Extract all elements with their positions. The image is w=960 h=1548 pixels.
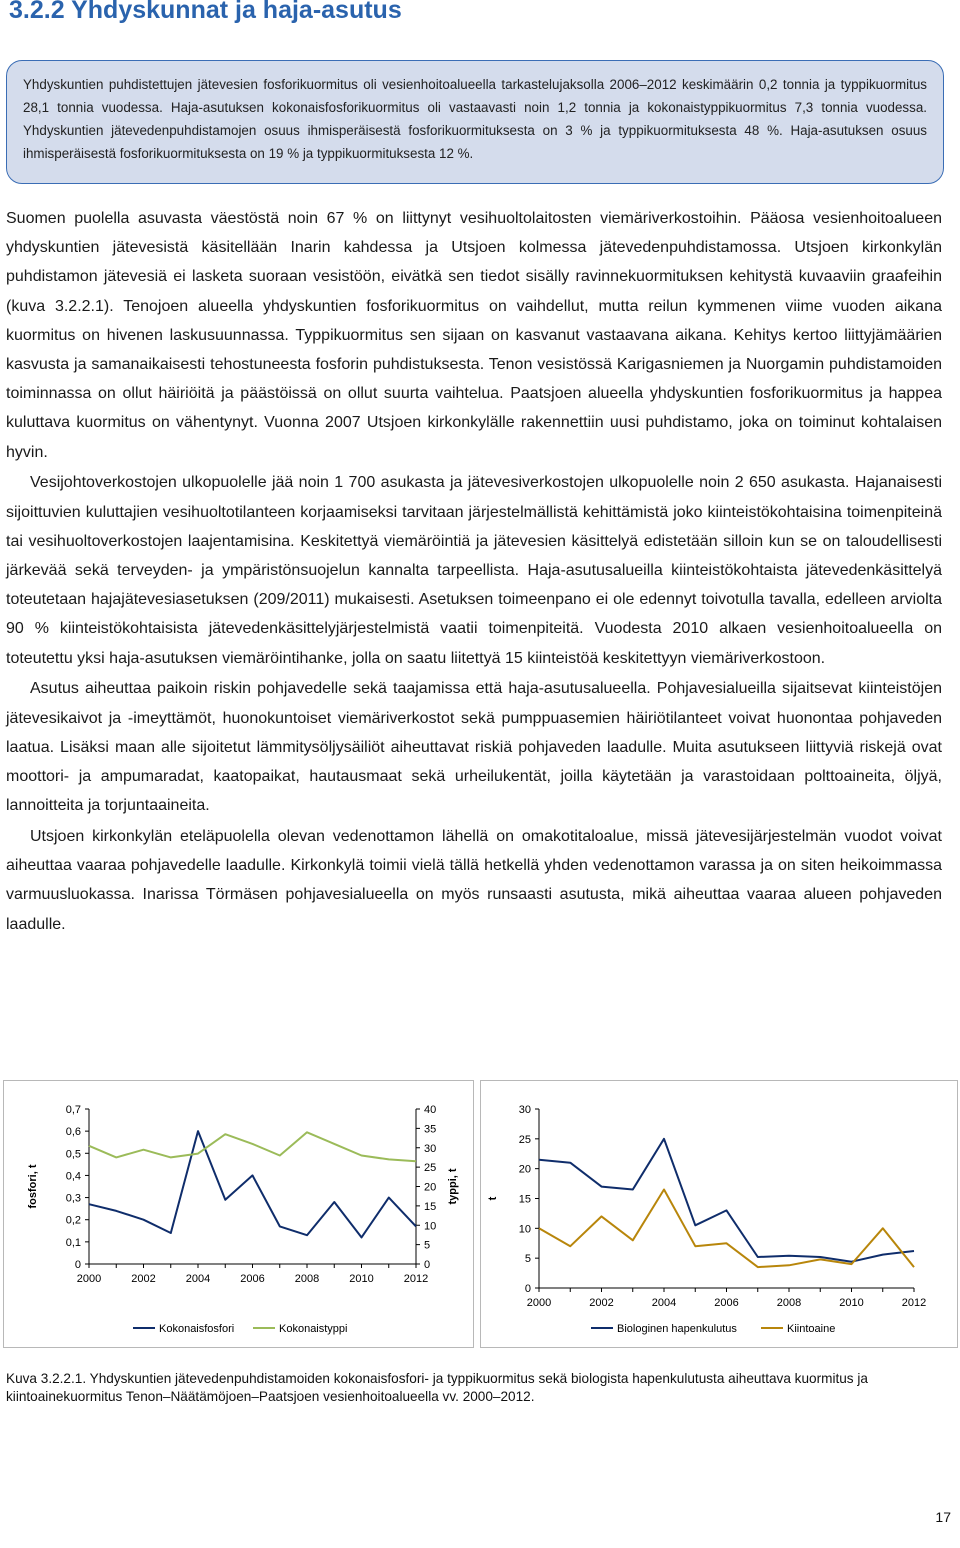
summary-box bbox=[6, 60, 944, 184]
x-tick-label: 2006 bbox=[714, 1297, 739, 1309]
x-tick-label: 2000 bbox=[526, 1297, 552, 1309]
y-tick-label: 0,1 bbox=[65, 1236, 81, 1249]
legend-label: Kiintoaine bbox=[787, 1323, 836, 1335]
phosphorus-nitrogen-chart bbox=[3, 1080, 474, 1348]
body-paragraph-2: Vesijohtoverkostojen ulkopuolelle jää noin 1 700 asukasta ja jätevesiverkostojen ulkopuolelle noin 2 650 asukasta. Hajanaisesti sijoittuvien kuluttajien vesihuoltotilanteen korjaamiseksi tarvitaan järjestelmällistä kehittämistä joko kiinteistökohtaisina toimenpiteinä tai vesihuoltoverkostojen laajentamisina. Keskitettyä viemäröintiä ja jätevesien käsittelyä edistetään silloin kun se on taloudellisesti järkevää sekä terveyden- ja ympäristönsuojelun kannalta tarpeellista. Haja-asutusalueilla kiinteistökohtaista jätevedenkäsittelyä toteutetaan hajajätevesiasetuksen (209/2011) mukaisesti. Asetuksen toimeenpano ei ole edennyt toivotulla tavalla, edelleen arviolta 90 % kiinteistökohtaisista jätevedenkäsittelyjärjestelmistä vaatii toimenpiteitä. Vuodesta 2010 alkaen vesienhoitoalueella on toteutettu yksi haja-asutuksen viemäröintihanke, jolla on saatu liitettyä 15 kiinteistöä keskitettyyn viemäriverkostoon. bbox=[6, 474, 942, 667]
y-right-tick-label: 25 bbox=[424, 1162, 437, 1175]
y-right-tick-label: 5 bbox=[424, 1239, 431, 1252]
bod-solids-chart bbox=[480, 1080, 958, 1348]
y-right-tick-label: 20 bbox=[424, 1181, 437, 1194]
y-tick-label: 0,3 bbox=[65, 1192, 81, 1205]
series-line-kiintoaine bbox=[539, 1190, 914, 1268]
y-right-tick-label: 15 bbox=[424, 1200, 437, 1213]
x-tick-label: 2004 bbox=[185, 1273, 211, 1285]
legend-label: Kokonaistyppi bbox=[279, 1323, 348, 1335]
y-right-axis-title: typpi, t bbox=[447, 1168, 459, 1205]
y-tick-label: 30 bbox=[518, 1104, 531, 1116]
body-paragraph-3: Asutus aiheuttaa paikoin riskin pohjavedelle sekä taajamissa että haja-asutusalueella. Pohjavesialueilla sijaitsevat kiinteistöjen jätevesikaivot ja -imeyttämöt, huonokuntoiset viemäriverkostot sekä pumppuasemien häiriötilanteet voivat huonontaa pohjaveden laatua. Lisäksi maan alle sijoitetut lämmitysöljysäiliöt aiheuttavat riskiä pohjaveden laadulle. Muita asutukseen liittyviä riskejä ovat moottori- ja ampumaradat, kaatopaikat, hautausmaat sekä urheilukentät, joilla käytetään ja varastoidaan polttoaineita, öljyä, lannoitteita ja torjuntaaineita. bbox=[6, 680, 942, 815]
y-right-tick-label: 0 bbox=[424, 1259, 431, 1271]
y-right-tick-label: 35 bbox=[424, 1123, 437, 1136]
y-tick-label: 10 bbox=[518, 1223, 531, 1236]
x-tick-label: 2008 bbox=[776, 1297, 802, 1309]
bod-solids-chart-svg bbox=[481, 1081, 957, 1347]
x-tick-label: 2010 bbox=[839, 1297, 864, 1309]
body-text bbox=[6, 204, 942, 940]
body-paragraph-1: Suomen puolella asuvasta väestöstä noin 67 % on liittynyt vesihuoltolaitosten viemäriverkostoihin. Pääosa vesienhoitoalueen yhdyskuntien jätevesistä käsitellään Inarin kahdessa ja Utsjoen kolmessa jätevedenpuhdistamossa. Utsjoen kirkonkylän puhdistamon jätevesiä ei lasketa suoraan vesistöön, eivätkä sen tiedot sisälly ravinnekuormituksen kehitystä kuvaaviin graafeihin (kuva 3.2.2.1). Tenojoen alueella yhdyskuntien fosforikuormitus on vaihdellut, mutta reilun kymmenen viime vuoden aikana kuormitus on hivenen laskusuunnassa. Typpikuormitus sen sijaan on kasvanut vastaavana aikana. Kehitys kertoo liittyjämäärien kasvusta ja samanaikaisesti tehostuneesta fosforin puhdistuksesta. Tenon vesistössä Karigasniemen ja Nuorgamin puhdistamoiden toiminnassa on ollut häiriöitä ja päästöissä on ollut suurta vaihtelua. Paatsjoen alueella yhdyskuntien fosforikuormitus ja happea kuluttava kuormitus on vähentynyt. Vuonna 2007 Utsjoen kirkonkylälle rakennettiin uusi puhdistamo, joka on toiminut kohtalaisen hyvin. bbox=[6, 210, 942, 461]
x-tick-label: 2002 bbox=[589, 1297, 614, 1309]
figure-caption: Kuva 3.2.2.1. Yhdyskuntien jätevedenpuhdistamoiden kokonaisfosfori- ja typpikuormitus sekä biologista hapenkulutusta aiheuttava kuormitus ja kiintoainekuormitus Tenon–Näätämöjoen–Paatsjoen vesienhoitoalueella vv. 2000–2012. bbox=[6, 1370, 868, 1404]
legend-label: Biologinen hapenkulutus bbox=[617, 1323, 737, 1335]
y-right-tick-label: 40 bbox=[424, 1104, 437, 1116]
body-paragraph-4: Utsjoen kirkonkylän eteläpuolella olevan vedenottamon lähellä on omakotitaloalue, missä jätevesijärjestelmän vuodot voivat aiheuttaa vaaraa pohjavedelle laadulle. Kirkonkylä toimii vielä tällä hetkellä yhden vedenottamon varassa ja on siten heikoimmassa varmuusluokassa. Inarissa Törmäsen pohjavesialueella on myös runsaasti asutusta, mikä aiheuttaa vaaraa alueen pohjaveden laadulle. bbox=[6, 828, 942, 933]
y-right-tick-label: 30 bbox=[424, 1142, 437, 1155]
phosphorus-nitrogen-chart-svg bbox=[4, 1081, 473, 1347]
page-number: 17 bbox=[935, 1509, 951, 1525]
y-tick-label: 0,6 bbox=[65, 1126, 81, 1139]
page-title: 3.2.2 Yhdyskunnat ja haja-asutus bbox=[9, 0, 402, 24]
y-tick-label: 0,5 bbox=[65, 1148, 81, 1161]
y-tick-label: 0,4 bbox=[65, 1170, 81, 1183]
y-axis-title: t bbox=[487, 1196, 499, 1201]
x-tick-label: 2004 bbox=[651, 1297, 677, 1309]
y-tick-label: 5 bbox=[524, 1253, 531, 1266]
x-tick-label: 2006 bbox=[240, 1273, 265, 1285]
y-tick-label: 25 bbox=[518, 1133, 531, 1146]
x-tick-label: 2002 bbox=[131, 1273, 156, 1285]
y-right-tick-label: 10 bbox=[424, 1220, 437, 1233]
y-axis-title: fosfori, t bbox=[27, 1164, 39, 1209]
y-tick-label: 0,7 bbox=[65, 1104, 81, 1116]
series-line-kokonaisfosfori bbox=[89, 1131, 416, 1237]
x-tick-label: 2010 bbox=[349, 1273, 374, 1285]
y-tick-label: 0 bbox=[524, 1283, 531, 1295]
series-line-kokonaistyppi bbox=[89, 1132, 416, 1161]
y-tick-label: 20 bbox=[518, 1163, 531, 1176]
y-tick-label: 0,2 bbox=[65, 1214, 81, 1227]
x-tick-label: 2012 bbox=[403, 1273, 429, 1285]
y-tick-label: 15 bbox=[518, 1193, 531, 1206]
summary-text: Yhdyskuntien puhdistettujen jätevesien fosforikuormitus oli vesienhoitoalueella tarkastelujaksolla 2006–2012 keskimäärin 0,2 tonnia ja typpikuormitus 28,1 tonnia vuodessa. Haja-asutuksen kokonaisfosforikuormitus oli vastaavasti noin 1,2 tonnia ja kokonaistyppikuormitus 7,3 tonnia vuodessa. Yhdyskuntien jätevedenpuhdistamojen osuus ihmisperäisestä fosforikuormituksesta on 3 % ja typpikuormituksesta 48 %. Haja-asutuksen osuus ihmisperäisestä fosforikuormituksesta on 19 % ja typpikuormituksesta 12 %. bbox=[23, 77, 927, 161]
y-tick-label: 0 bbox=[74, 1259, 81, 1271]
legend-label: Kokonaisfosfori bbox=[159, 1323, 235, 1335]
x-tick-label: 2012 bbox=[901, 1297, 927, 1309]
x-tick-label: 2008 bbox=[294, 1273, 320, 1285]
x-tick-label: 2000 bbox=[76, 1273, 102, 1285]
